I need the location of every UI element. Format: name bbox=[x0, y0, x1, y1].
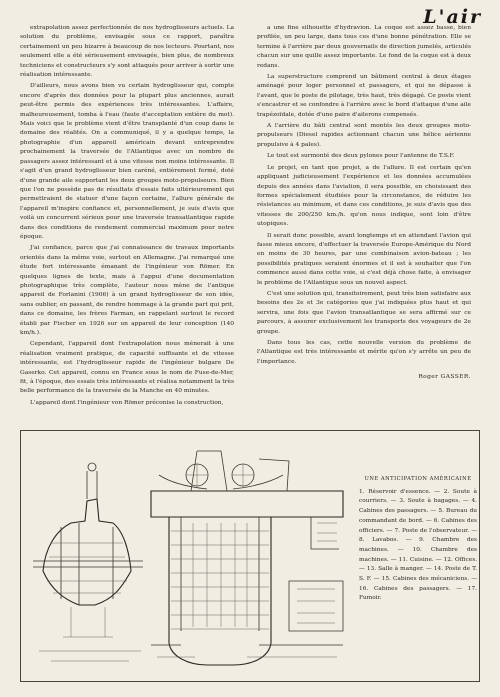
article-left-column bbox=[20, 24, 234, 410]
side-view-drawing bbox=[33, 463, 143, 661]
paragraph: Le tout est surmonté des deux pylones pour l'antenne de T.S.F. bbox=[267, 153, 455, 160]
legend-item: 2. Soute à courriers. — bbox=[359, 488, 478, 505]
legend-item: 12. Offices. — bbox=[359, 556, 478, 573]
paragraph: D'ailleurs, nous avons bien vu certain hydroglisseur qui, compte encore d'après des données pour la plupart plus anciennes, aurait peut-être permis des expériences très intéressantes. L'affaire, malheureusement, tomba à l'eau (faute d'acceptation entière du mot). Mais voici que le problème vient d'être transplanté d'un coup dans le domaine des réalités. On a communiqué, il y a quelque temps, la photographie d'un appareil américain devant entreprendre prochainement la traversée de l'Atlantique avec un nombre de passagers assez intéressant et à une vitesse non moins intéressante. Il s'agit d'un grand hydroglisseur bien caréné, entièrement fermé, doté d'une grande aile supportant les deux groupes moto-propulseurs. Bien que l'on ne possède pas de résultats d'essais faits ultérieurement qui permettraient de statuer d'une façon certaine, l'allure générale de l'appareil m'inspire confiance et, personnellement, je suis d'avis que voilà un concurrent sérieux pour une traversée transatlantique rapide dans des conditions de rendement commercial maximum pour notre époque. bbox=[20, 83, 234, 240]
legend-item: 5. Bureau du commandant de bord. — bbox=[359, 508, 478, 524]
paragraph: Dans tous les cas, cette nouvelle version du problème de l'Atlantique est très intéressante et mérite qu'on s'y arrête un peu de l'importance. bbox=[257, 340, 471, 365]
legend-item: 10. Chambre des machines. — bbox=[359, 546, 477, 563]
paragraph: Cependant, l'appareil dont l'extrapolation nous mènerait à une réalisation vraiment pratique, de capacité suffisante et de vitesse intéressante, est l'hydroglisseur rapide de l'ingénieur bulgare De Gaserko. Cet appareil, connu en France sous le nom de Fuse-de-Mer, fit, à l'époque, des essais très intéressants et réalisa notamment la très belle performance de la traversée de la Manche en 40 minutes. bbox=[20, 341, 234, 395]
paragraph: J'ai confiance, parce que j'ai connaissance de travaux importants orientés dans la même voie, surtout en Allemagne. J'ai remarqué une étude fort intéressante émanant de l'ingénieur von Römer. En quelques lignes de texte, mais à l'appui d'une documentation photographique très complète, l'auteur nous mène de l'antique appareil de Forlanini (1906) à un grand hydroglisseur de son idée, sans oublier, en passant, de rendre hommage à la grande part qui prit, dans ce domaine, les frères Farman, en rappelant surtout le record établi par Fischer en 1926 sur un appareil de leur conception (140 km/h.). bbox=[20, 245, 234, 336]
paragraph: extrapolation assez perfectionnée de nos hydroglisseurs actuels. La solution du problème, envisagée sous ce rapport, paraîtra certainement un peu bizarre à beaucoup de nos lecteurs. Pourtant, nos seulement elle a été sérieusement envisagée, bien plus, de nombreux techniciens et constructeurs s'y sont attaqués pour arriver à sortir une réalisation intéressante. bbox=[20, 25, 234, 79]
paragraph: A l'arrière du bâti central sont montés les deux groupes moto-propulseurs (Diesel rapides actionnant chacun une hélice aérienne propulsive à 4 pales). bbox=[257, 123, 471, 148]
technical-drawing-figure bbox=[20, 430, 480, 682]
legend-item: 14. Poste de T. S. F. — bbox=[359, 566, 478, 583]
article-right-column bbox=[257, 24, 471, 383]
legend-item: 13. Salle à manger. — bbox=[366, 566, 432, 573]
hydroglider-cutaway-drawing bbox=[21, 431, 356, 681]
author-signature: Roger GASSER. bbox=[418, 374, 471, 381]
legend-item: 1. Réservoir d'essence. — bbox=[359, 488, 441, 495]
paragraph: La superstructure comprend un bâtiment central à deux étages aménagé pour loger personnel et passagers, et qui ne dépasse à l'avant, que le poste de pilotage, très haut, très dégagé. Ce poste vient s'encastrer et se confondre à l'arrière avec le bord d'attaque d'une aile trapézoïdale, dotée d'une paire d'ailerons compensés. bbox=[257, 74, 471, 118]
paragraph: Le projet, en tant que projet, a de l'allure. Il est certain qu'en appliquant judicieusement l'expérience et les données accumulées depuis des années dans l'aviation, il sera possible, en choisissant des formes spécialement étudiées pour la circonstance, de réduire les résistances au minimum, et dans ces conditions, je suis d'avis que des vitesses de 200/250 km./h. qu'on nous indique, sont loin d'être utopiques. bbox=[257, 164, 471, 228]
paragraph: Il serait donc possible, avant longtemps et en attendant l'avion qui fasse mieux encore, d'effectuer la traversée Europe-Amérique du Nord en moins de 30 heures, par une combinaison avion-bateau ; les possibilités pratiques seraient énormes et il est à souhaiter que l'on commence aussi dans cette voie, si c'est déjà chose faite, à envisager le problème de l'Atlantique sous un nouvel aspect. bbox=[257, 232, 471, 286]
legend-item: 4. Cabines des passagers. — bbox=[359, 498, 478, 515]
legend-title: UNE ANTICIPATION AMÉRICAINE bbox=[364, 476, 472, 482]
legend-item: 15. Cabines des mécaniciens. — bbox=[381, 576, 478, 583]
legend-item: 6. Cabines des officiers. — bbox=[359, 517, 478, 534]
legend-item: 16. Cabines des passagers. — bbox=[359, 585, 463, 592]
paragraph: a une fine silhouette d'hydravion. La coque est assez basse, bien profilée, un peu large, dans tous ces d'une bonne pénétration. Elle se termine à l'arrière par deux gouvernails de direction jumelés, articulés chacun sur une quille assez importante. Le fond de la coque est à deux redans. bbox=[257, 25, 471, 69]
paragraph: C'est une solution qui, transitoirement, peut très bien satisfaire aux besoins des 2e et 3e catégories que j'ai indiquées plus haut et qui servira, une fois que l'avion transatlantique se sera affirmé sur ce parcours, à assurer exclusivement les transports des voyageurs de 2e groupe. bbox=[257, 290, 471, 335]
paragraph: L'appareil dont l'ingénieur von Römer préconise la construction, bbox=[30, 399, 224, 406]
masthead-logo: L'air bbox=[423, 6, 482, 28]
legend-item: 8. Lavabos. — bbox=[359, 537, 412, 544]
plan-view-drawing bbox=[151, 451, 343, 665]
legend-item: 9. Chambre des machines. — bbox=[359, 537, 478, 553]
legend-item: 17. Fumoir. bbox=[359, 585, 477, 602]
legend-item: 11. Cuisine. — bbox=[398, 556, 442, 563]
legend-item: 7. Poste de l'observateur. — bbox=[394, 527, 477, 534]
legend-item: 3. Soute à bagages. — bbox=[399, 498, 469, 505]
figure-legend bbox=[359, 475, 477, 604]
